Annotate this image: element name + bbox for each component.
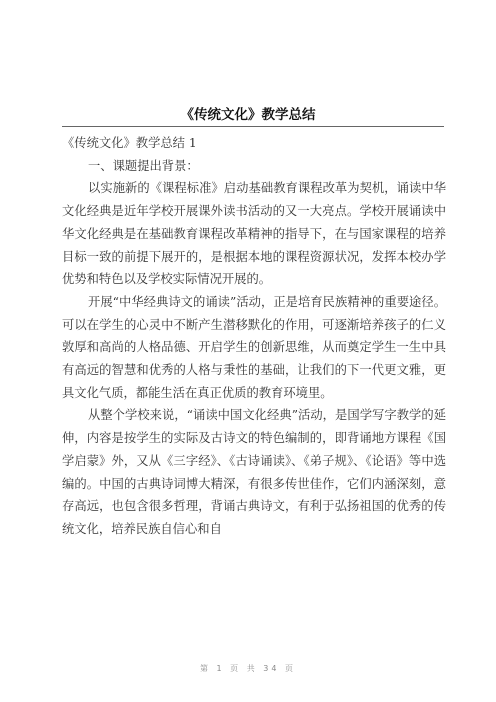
document-body	[62, 132, 446, 541]
title-divider	[62, 126, 444, 127]
document-title: 《传统文化》教学总结	[180, 107, 316, 123]
paragraph: 开展“中华经典诗文的诵读”活动，正是培育民族精神的重要途径。可以在学生的心灵中不断产生潜移默化的作用，可逐渐培养孩子的仁义敦厚和高尚的人格品德、开启学生的创新思维，从而奠定学生一生中具有高远的智慧和优秀的人格与秉性的基础，让我们的下一代更文雅，更具文化气质，都能生活在真正优质的教育环境里。	[62, 294, 446, 400]
paragraph: 从整个学校来说，“诵读中国文化经典”活动，是国学写字教学的延伸，内容是按学生的实际及古诗文的特色编制的，即背诵地方课程《国学启蒙》外，又从《三字经》、《古诗诵读》、《弟子规》、《论语》等中选编的。中国的古典诗词博大精深，有很多传世佳作，它们内涵深刻，意存高远，也包含很多哲理，背诵古典诗文，有利于弘扬祖国的优秀的传统文化，培养民族自信心和自	[62, 408, 446, 536]
page-number-footer: 第 1 页 共 34 页	[200, 664, 296, 673]
paragraph: 以实施新的《课程标准》启动基础教育课程改革为契机，诵读中华文化经典是近年学校开展课外读书活动的又一大亮点。学校开展诵读中华文化经典是在基础教育课程改革精神的指导下，在与国家课程的培养目标一致的前提下展开的，是根据本地的课程资源状况，发挥本校办学优势和特色以及学校实际情况开展的。	[62, 181, 446, 287]
document-subtitle: 《传统文化》教学总结 1	[62, 136, 197, 150]
section-heading: 一、课题提出背景：	[88, 158, 199, 173]
